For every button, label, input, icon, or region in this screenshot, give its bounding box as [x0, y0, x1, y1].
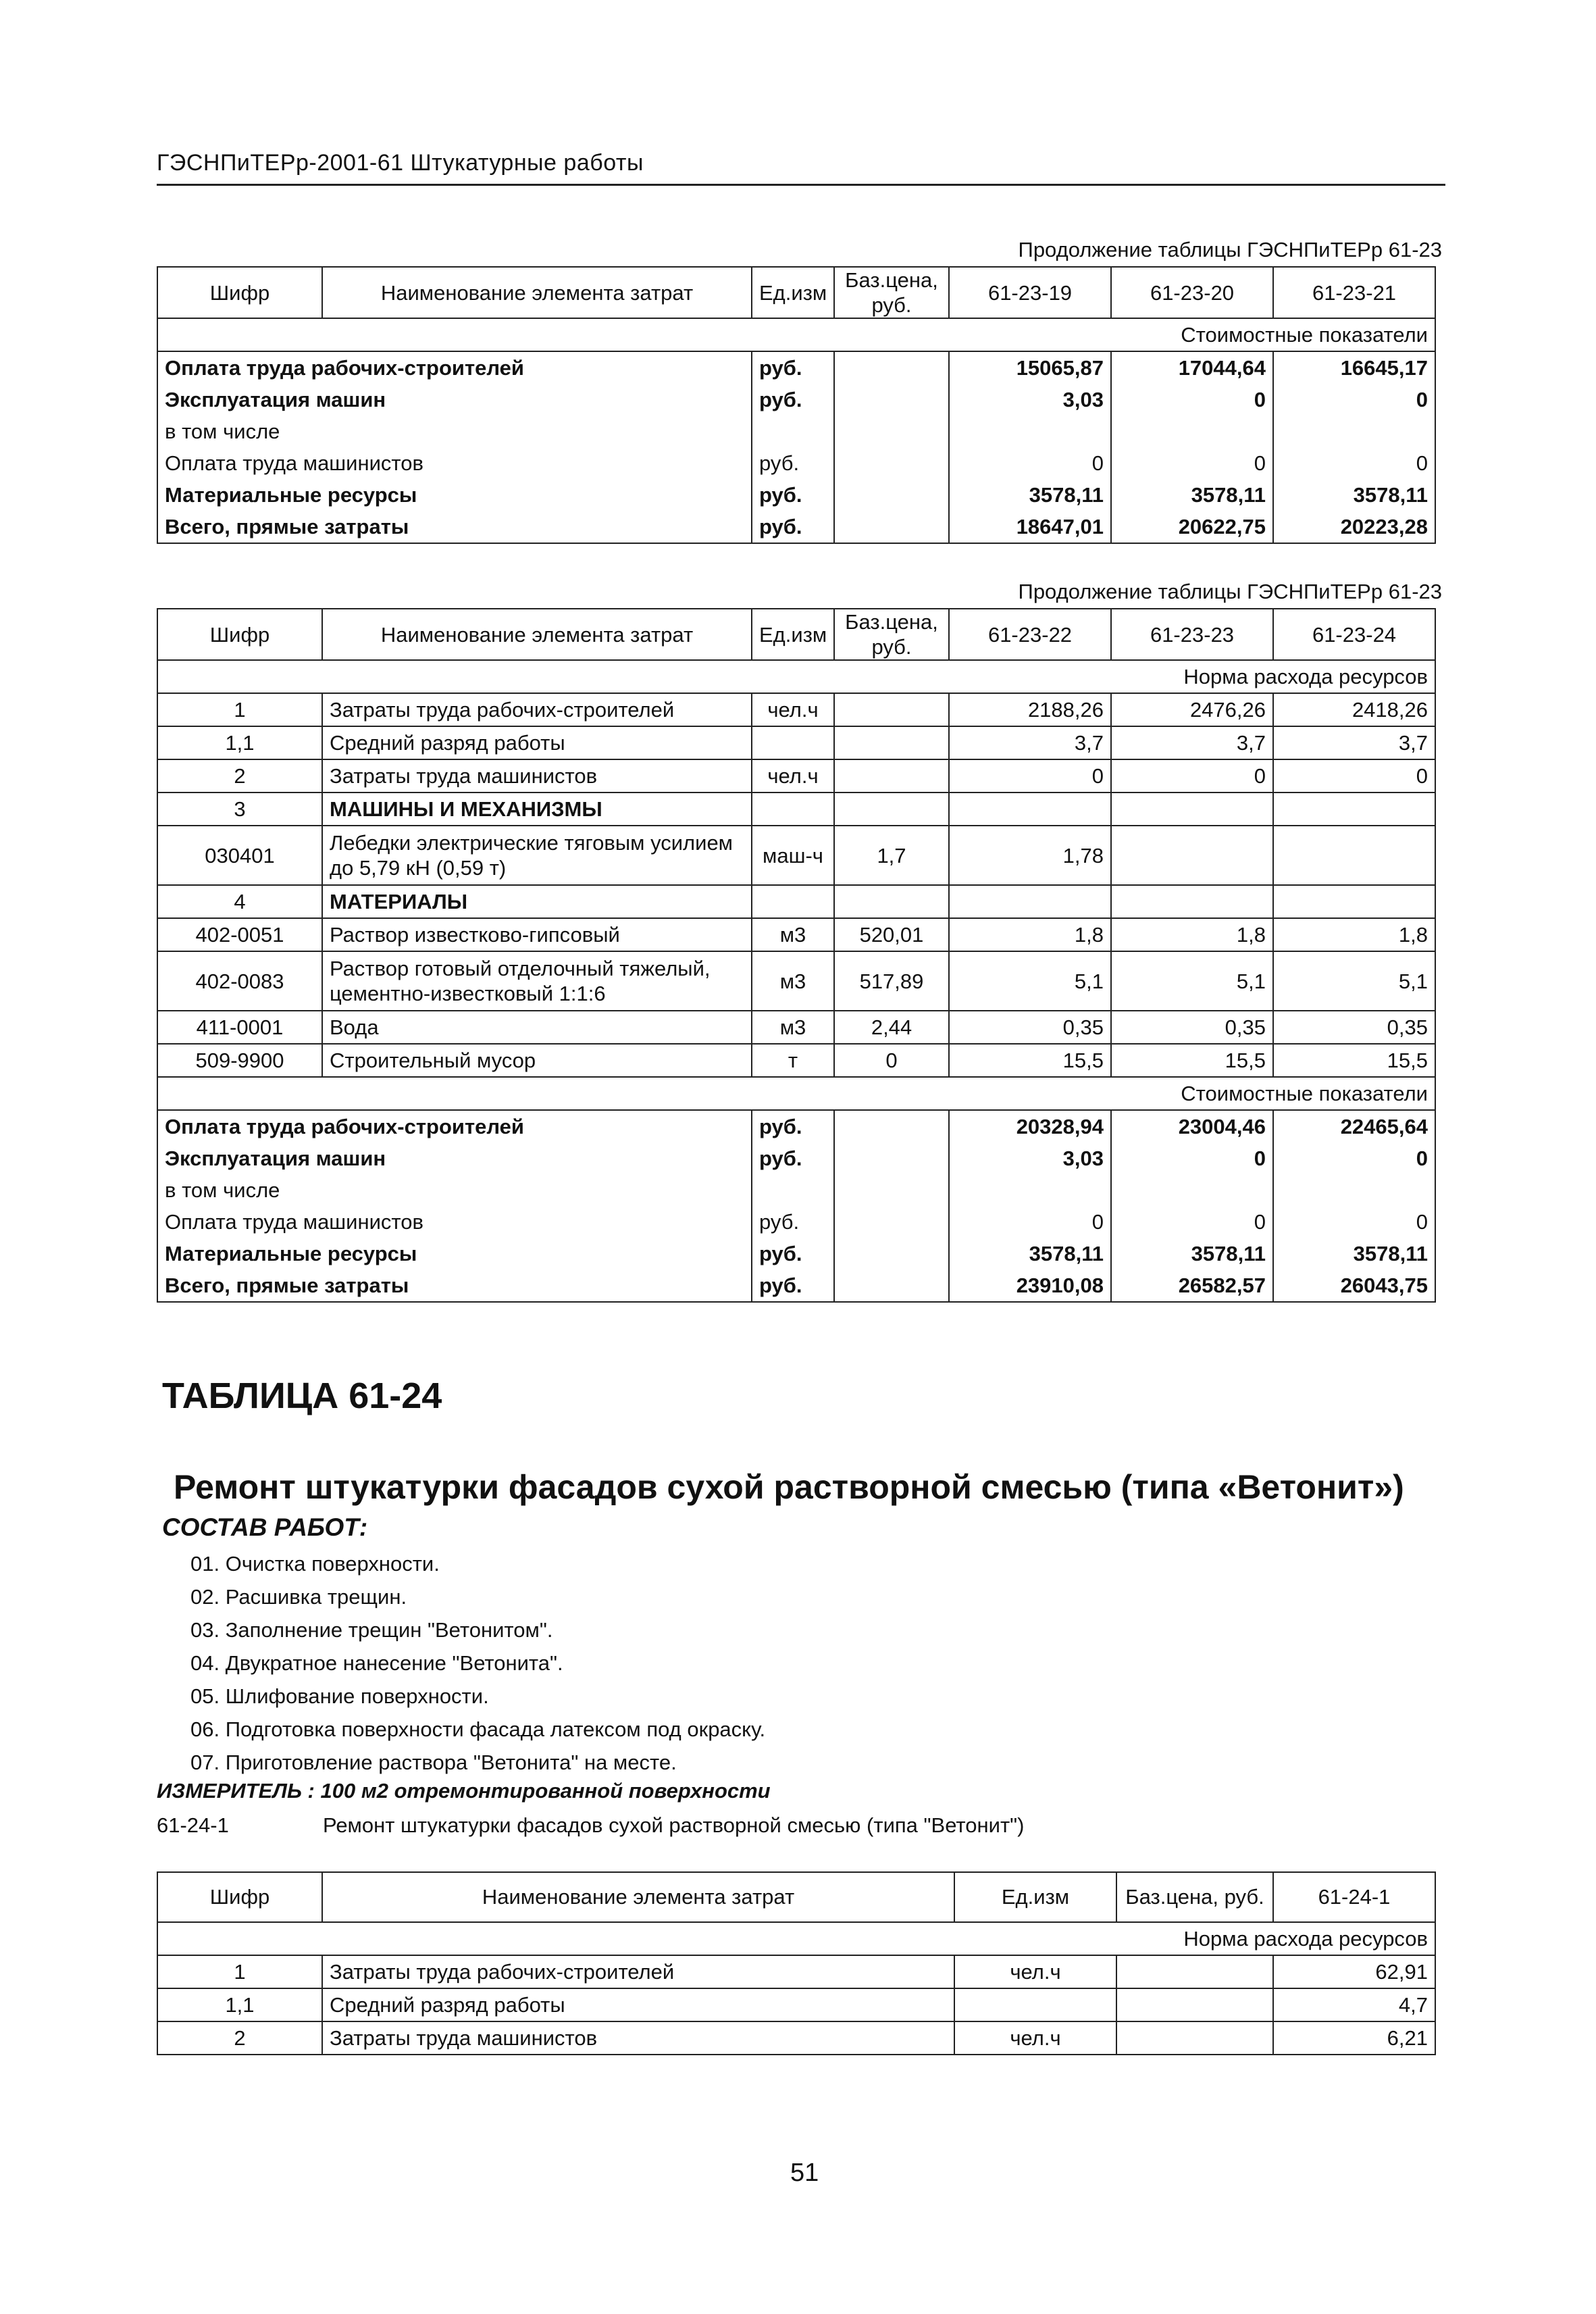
t2-h-c3: 61-23-24: [1273, 609, 1435, 660]
t2-h-c1: 61-23-22: [949, 609, 1111, 660]
page-number: 51: [790, 2159, 819, 2187]
table-row: 030401 Лебедки электрические тяговым усилием до 5,79 кН (0,59 т) маш-ч 1,7 1,78: [157, 826, 1435, 885]
table-row: Оплата труда рабочих-строителей руб. 20328,94 23004,46 22465,64: [157, 1110, 1435, 1142]
t1-h-c3: 61-23-21: [1273, 267, 1435, 318]
table-row: Оплата труда машинистов руб. 0 0 0: [157, 447, 1435, 479]
list-item: 06. Подготовка поверхности фасада латексом под окраску.: [190, 1717, 766, 1741]
t2-h-code: Шифр: [157, 609, 322, 660]
code-line-text: Ремонт штукатурки фасадов сухой растворной смесью (типа "Ветонит"): [323, 1813, 1025, 1837]
t2-h-c2: 61-23-23: [1111, 609, 1273, 660]
measure-line: [157, 1779, 771, 1803]
table-row: Оплата труда рабочих-строителей руб. 15065,87 17044,64 16645,17: [157, 351, 1435, 384]
t1-h-code: Шифр: [157, 267, 322, 318]
table-row: Всего, прямые затраты руб. 18647,01 20622,75 20223,28: [157, 511, 1435, 543]
table-row: 3 МАШИНЫ И МЕХАНИЗМЫ: [157, 793, 1435, 826]
t1-h-c1: 61-23-19: [949, 267, 1111, 318]
measure-label: ИЗМЕРИТЕЛЬ :: [157, 1779, 315, 1803]
t1-h-c2: 61-23-20: [1111, 267, 1273, 318]
table-row: 2 Затраты труда машинистов чел.ч 0 0 0: [157, 759, 1435, 793]
list-item: 07. Приготовление раствора "Ветонита" на месте.: [190, 1751, 677, 1774]
table-row: Эксплуатация машин руб. 3,03 0 0: [157, 1142, 1435, 1174]
t1-h-unit: Ед.изм: [752, 267, 834, 318]
table-row: 402-0083 Раствор готовый отделочный тяжелый, цементно-известковый 1:1:6 м3 517,89 5,1 5,1 5,1: [157, 951, 1435, 1011]
list-item: 04. Двукратное нанесение "Ветонита".: [190, 1651, 563, 1675]
list-item: 03. Заполнение трещин "Ветонитом".: [190, 1618, 553, 1642]
table-row: Материальные ресурсы руб. 3578,11 3578,11 3578,11: [157, 1238, 1435, 1269]
t2-h-unit: Ед.изм: [752, 609, 834, 660]
t1-h-name: Наименование элемента затрат: [322, 267, 752, 318]
table2-continuation: Продолжение таблицы ГЭСНПиТЕРр 61-23: [1018, 580, 1442, 603]
table-row: 1 Затраты труда рабочих-строителей чел.ч 2188,26 2476,26 2418,26: [157, 693, 1435, 726]
table-row: 2 Затраты труда машинистов чел.ч 6,21: [157, 2021, 1435, 2055]
table-title: ТАБЛИЦА 61-24: [162, 1376, 442, 1416]
list-item: 01. Очистка поверхности.: [190, 1552, 440, 1576]
t3-h-price: Баз.цена, руб.: [1116, 1872, 1273, 1922]
t3-h-c1: 61-24-1: [1273, 1872, 1435, 1922]
table-row: 509-9900 Строительный мусор т 0 15,5 15,5 15,5: [157, 1044, 1435, 1077]
t1-h-price: Баз.цена, руб.: [834, 267, 949, 318]
page-header: ГЭСНПиТЕРр-2001-61 Штукатурные работы: [157, 150, 644, 176]
table-row: Оплата труда машинистов руб. 0 0 0: [157, 1206, 1435, 1238]
sostav-label: СОСТАВ РАБОТ:: [162, 1513, 368, 1541]
table-row: 411-0001 Вода м3 2,44 0,35 0,35 0,35: [157, 1011, 1435, 1044]
table2: [157, 608, 1436, 1303]
t1-subheader: Стоимостные показатели: [157, 318, 1435, 351]
t3-h-unit: Ед.изм: [954, 1872, 1116, 1922]
table-row: 4 МАТЕРИАЛЫ: [157, 885, 1435, 918]
table-row: 1,1 Средний разряд работы 3,7 3,7 3,7: [157, 726, 1435, 759]
header-rule: [157, 184, 1445, 186]
table3: [157, 1871, 1436, 2055]
table-row: 402-0051 Раствор известково-гипсовый м3 520,01 1,8 1,8 1,8: [157, 918, 1435, 951]
table1: [157, 266, 1436, 544]
code-line: [157, 1813, 1024, 1838]
table-row: в том числе: [157, 1174, 1435, 1206]
code-line-code: 61-24-1: [157, 1813, 229, 1837]
list-item: 05. Шлифование поверхности.: [190, 1684, 489, 1708]
table-row: в том числе: [157, 416, 1435, 447]
table-row: Всего, прямые затраты руб. 23910,08 26582,57 26043,75: [157, 1269, 1435, 1302]
table-row: 1,1 Средний разряд работы 4,7: [157, 1988, 1435, 2021]
t2-subheader-norm: Норма расхода ресурсов: [157, 660, 1435, 693]
section-title: Ремонт штукатурки фасадов сухой растворной смесью (типа «Ветонит»): [174, 1468, 1404, 1506]
table-row: 1 Затраты труда рабочих-строителей чел.ч 62,91: [157, 1955, 1435, 1988]
list-item: 02. Расшивка трещин.: [190, 1585, 407, 1609]
t2-subheader-cost: Стоимостные показатели: [157, 1077, 1435, 1110]
table1-continuation: Продолжение таблицы ГЭСНПиТЕРр 61-23: [1018, 238, 1442, 261]
t3-h-name: Наименование элемента затрат: [322, 1872, 954, 1922]
table-row: Материальные ресурсы руб. 3578,11 3578,11 3578,11: [157, 479, 1435, 511]
works-list: [190, 1547, 765, 1779]
measure-value: 100 м2 отремонтированной поверхности: [320, 1779, 771, 1803]
t3-subheader: Норма расхода ресурсов: [157, 1922, 1435, 1955]
t3-h-code: Шифр: [157, 1872, 322, 1922]
t2-h-name: Наименование элемента затрат: [322, 609, 752, 660]
table-row: Эксплуатация машин руб. 3,03 0 0: [157, 384, 1435, 416]
t2-h-price: Баз.цена, руб.: [834, 609, 949, 660]
